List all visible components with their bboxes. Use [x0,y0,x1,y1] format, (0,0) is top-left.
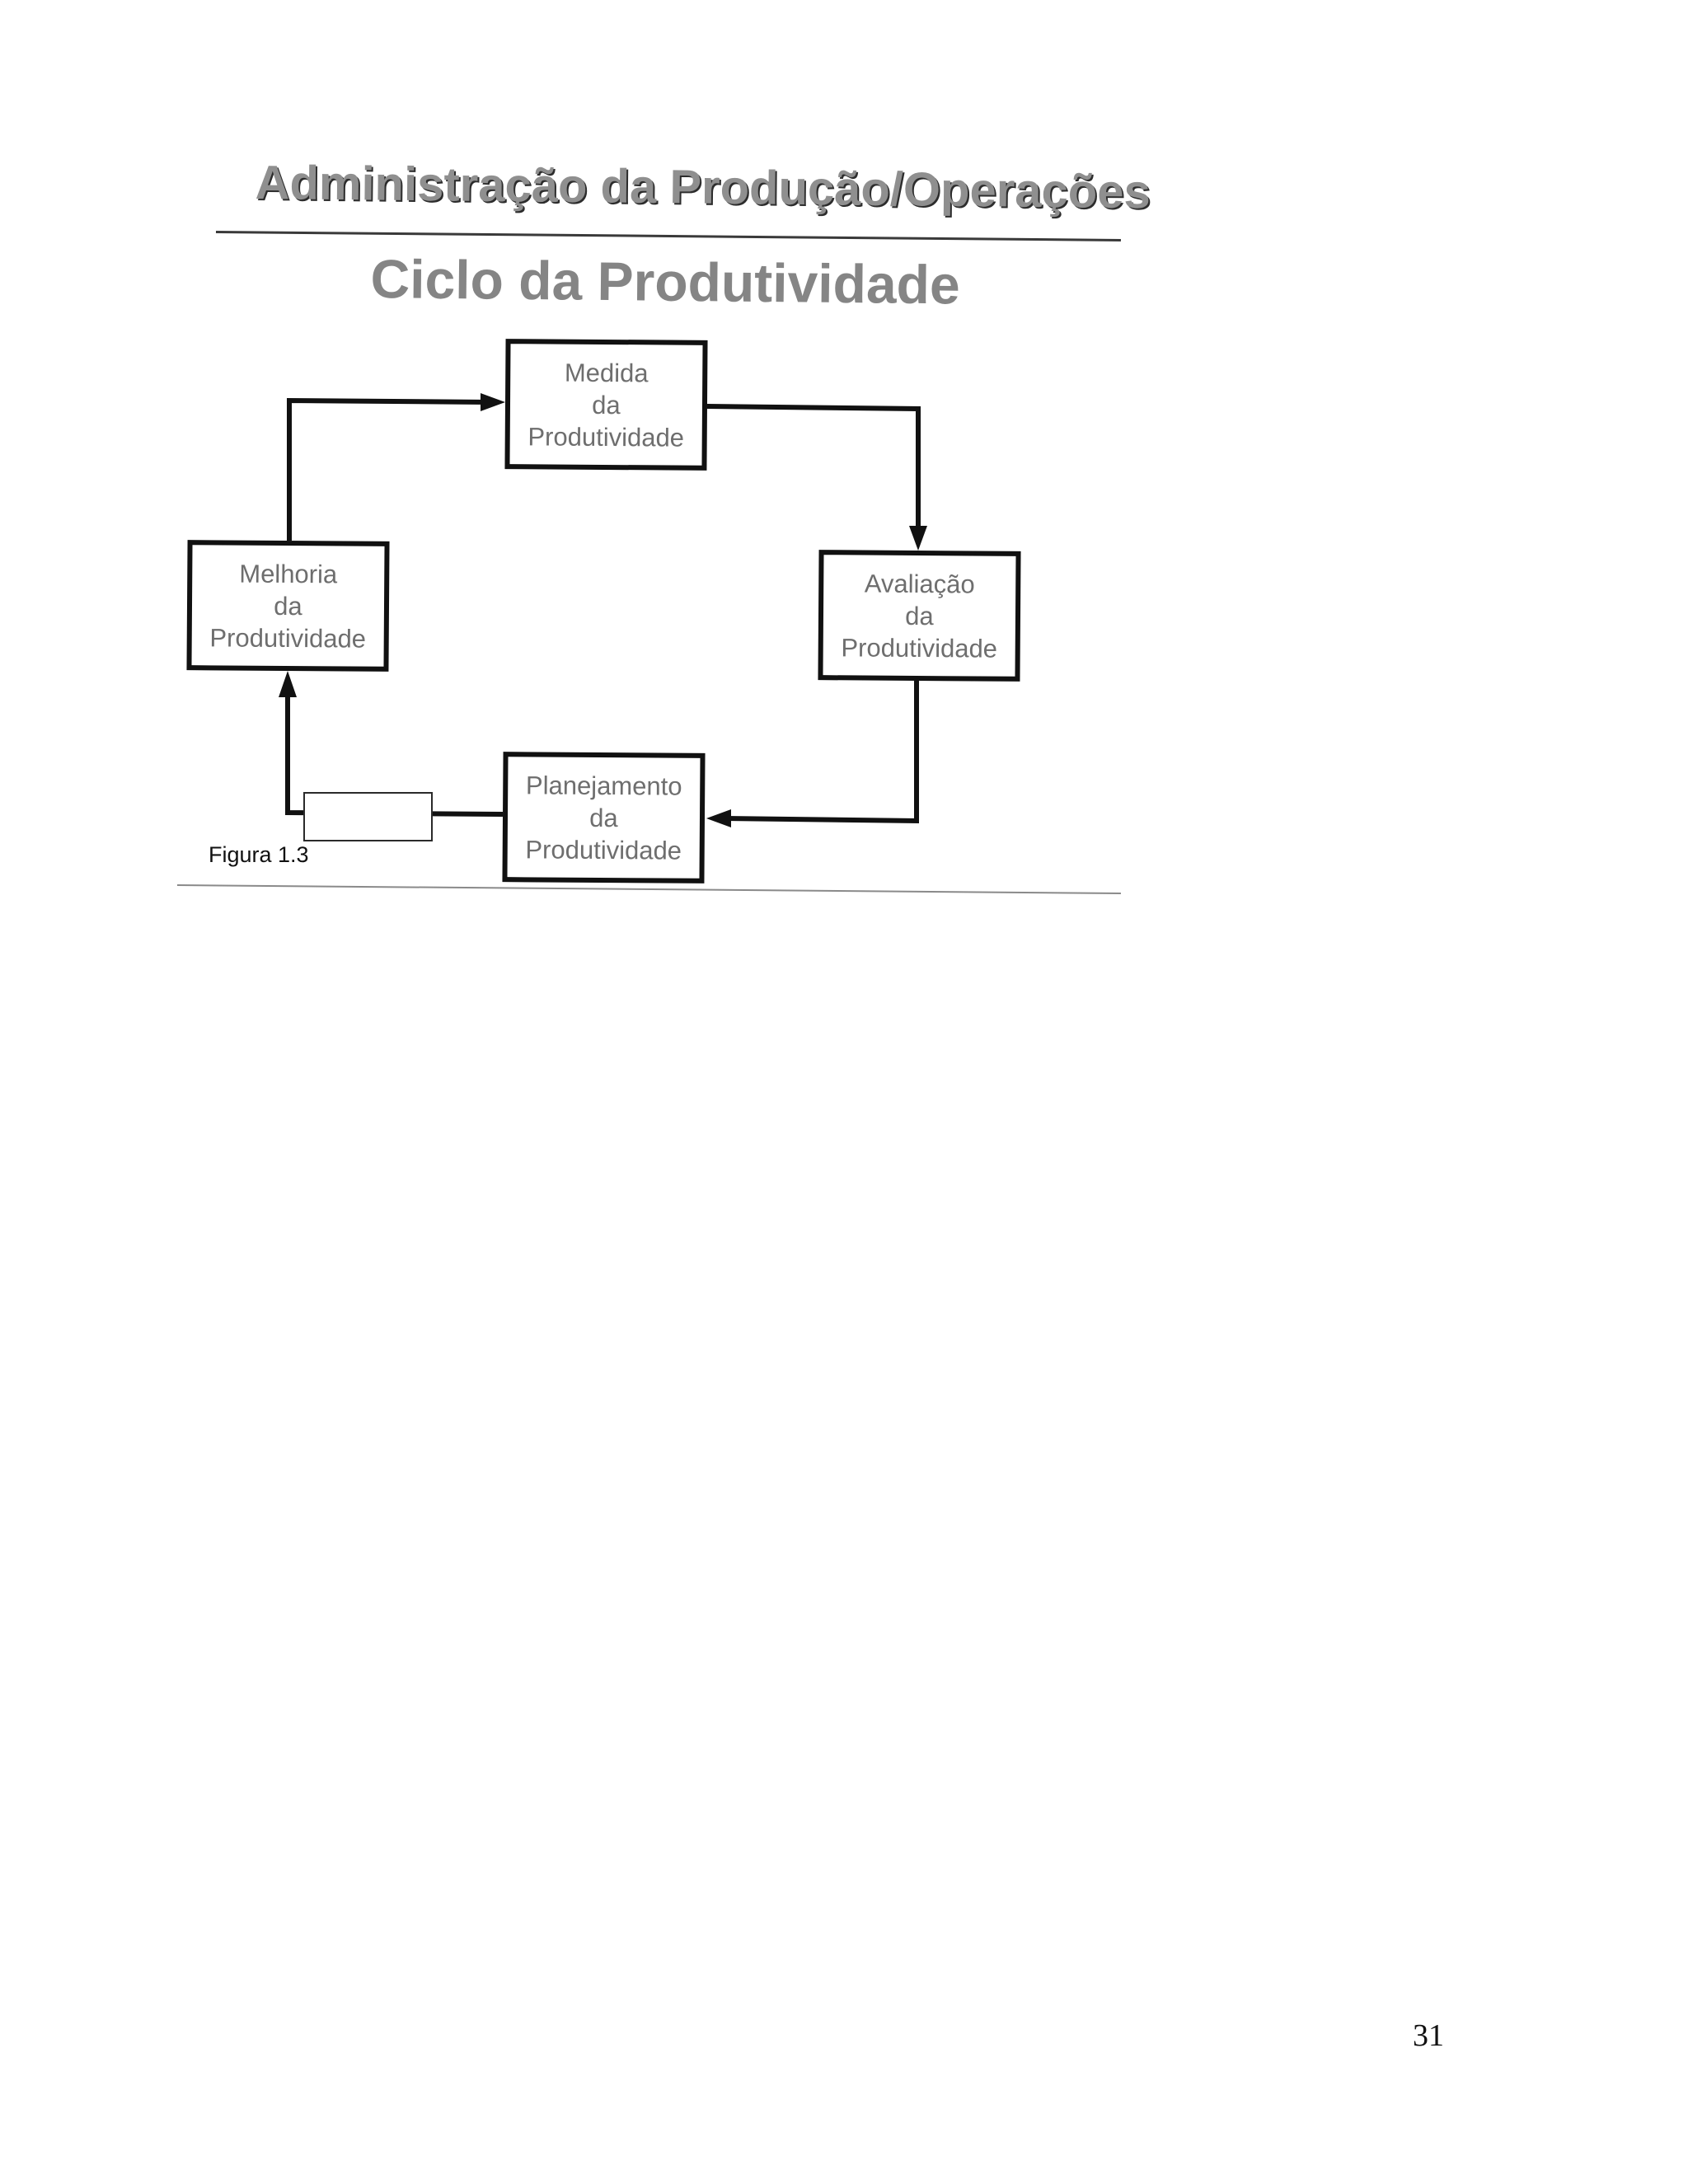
node-medida-line-3: Produtividade [528,421,685,452]
node-planejamento-line-3: Produtividade [525,834,682,865]
diagram-title: Ciclo da Produtividade [370,247,961,316]
node-medida-da-produtividade [504,339,707,471]
node-avaliacao-line-2: da [905,601,934,630]
arrowhead-melhoria [279,671,297,697]
node-melhoria-da-produtividade [186,540,389,672]
node-avaliacao-line-1: Avaliação [864,569,975,598]
arrow-melhoria-to-medida [289,401,489,541]
node-planejamento-line-2: da [589,803,618,832]
arrow-avaliacao-to-planejamento [723,681,917,821]
arrowhead-medida [481,393,505,411]
node-melhoria-line-1: Melhoria [239,559,338,588]
figure-caption: Figura 1.3 [209,842,309,867]
node-medida-line-2: da [592,390,621,419]
node-medida-line-1: Medida [564,358,649,387]
header-title: Administração da Produção/Operações [255,155,1151,219]
arrow-medida-to-avaliacao [707,406,918,534]
node-planejamento-da-produtividade [502,752,705,883]
node-melhoria-line-2: da [274,591,302,621]
node-avaliacao-da-produtividade [818,550,1020,682]
arrowhead-planejamento [706,809,731,827]
node-avaliacao-line-3: Produtividade [841,632,998,663]
page-number: 31 [1413,2018,1444,2053]
arrowhead-avaliacao [909,526,927,551]
node-planejamento-line-1: Planejamento [525,770,682,801]
blank-label-box [303,792,433,841]
node-melhoria-line-3: Produtividade [209,622,367,654]
